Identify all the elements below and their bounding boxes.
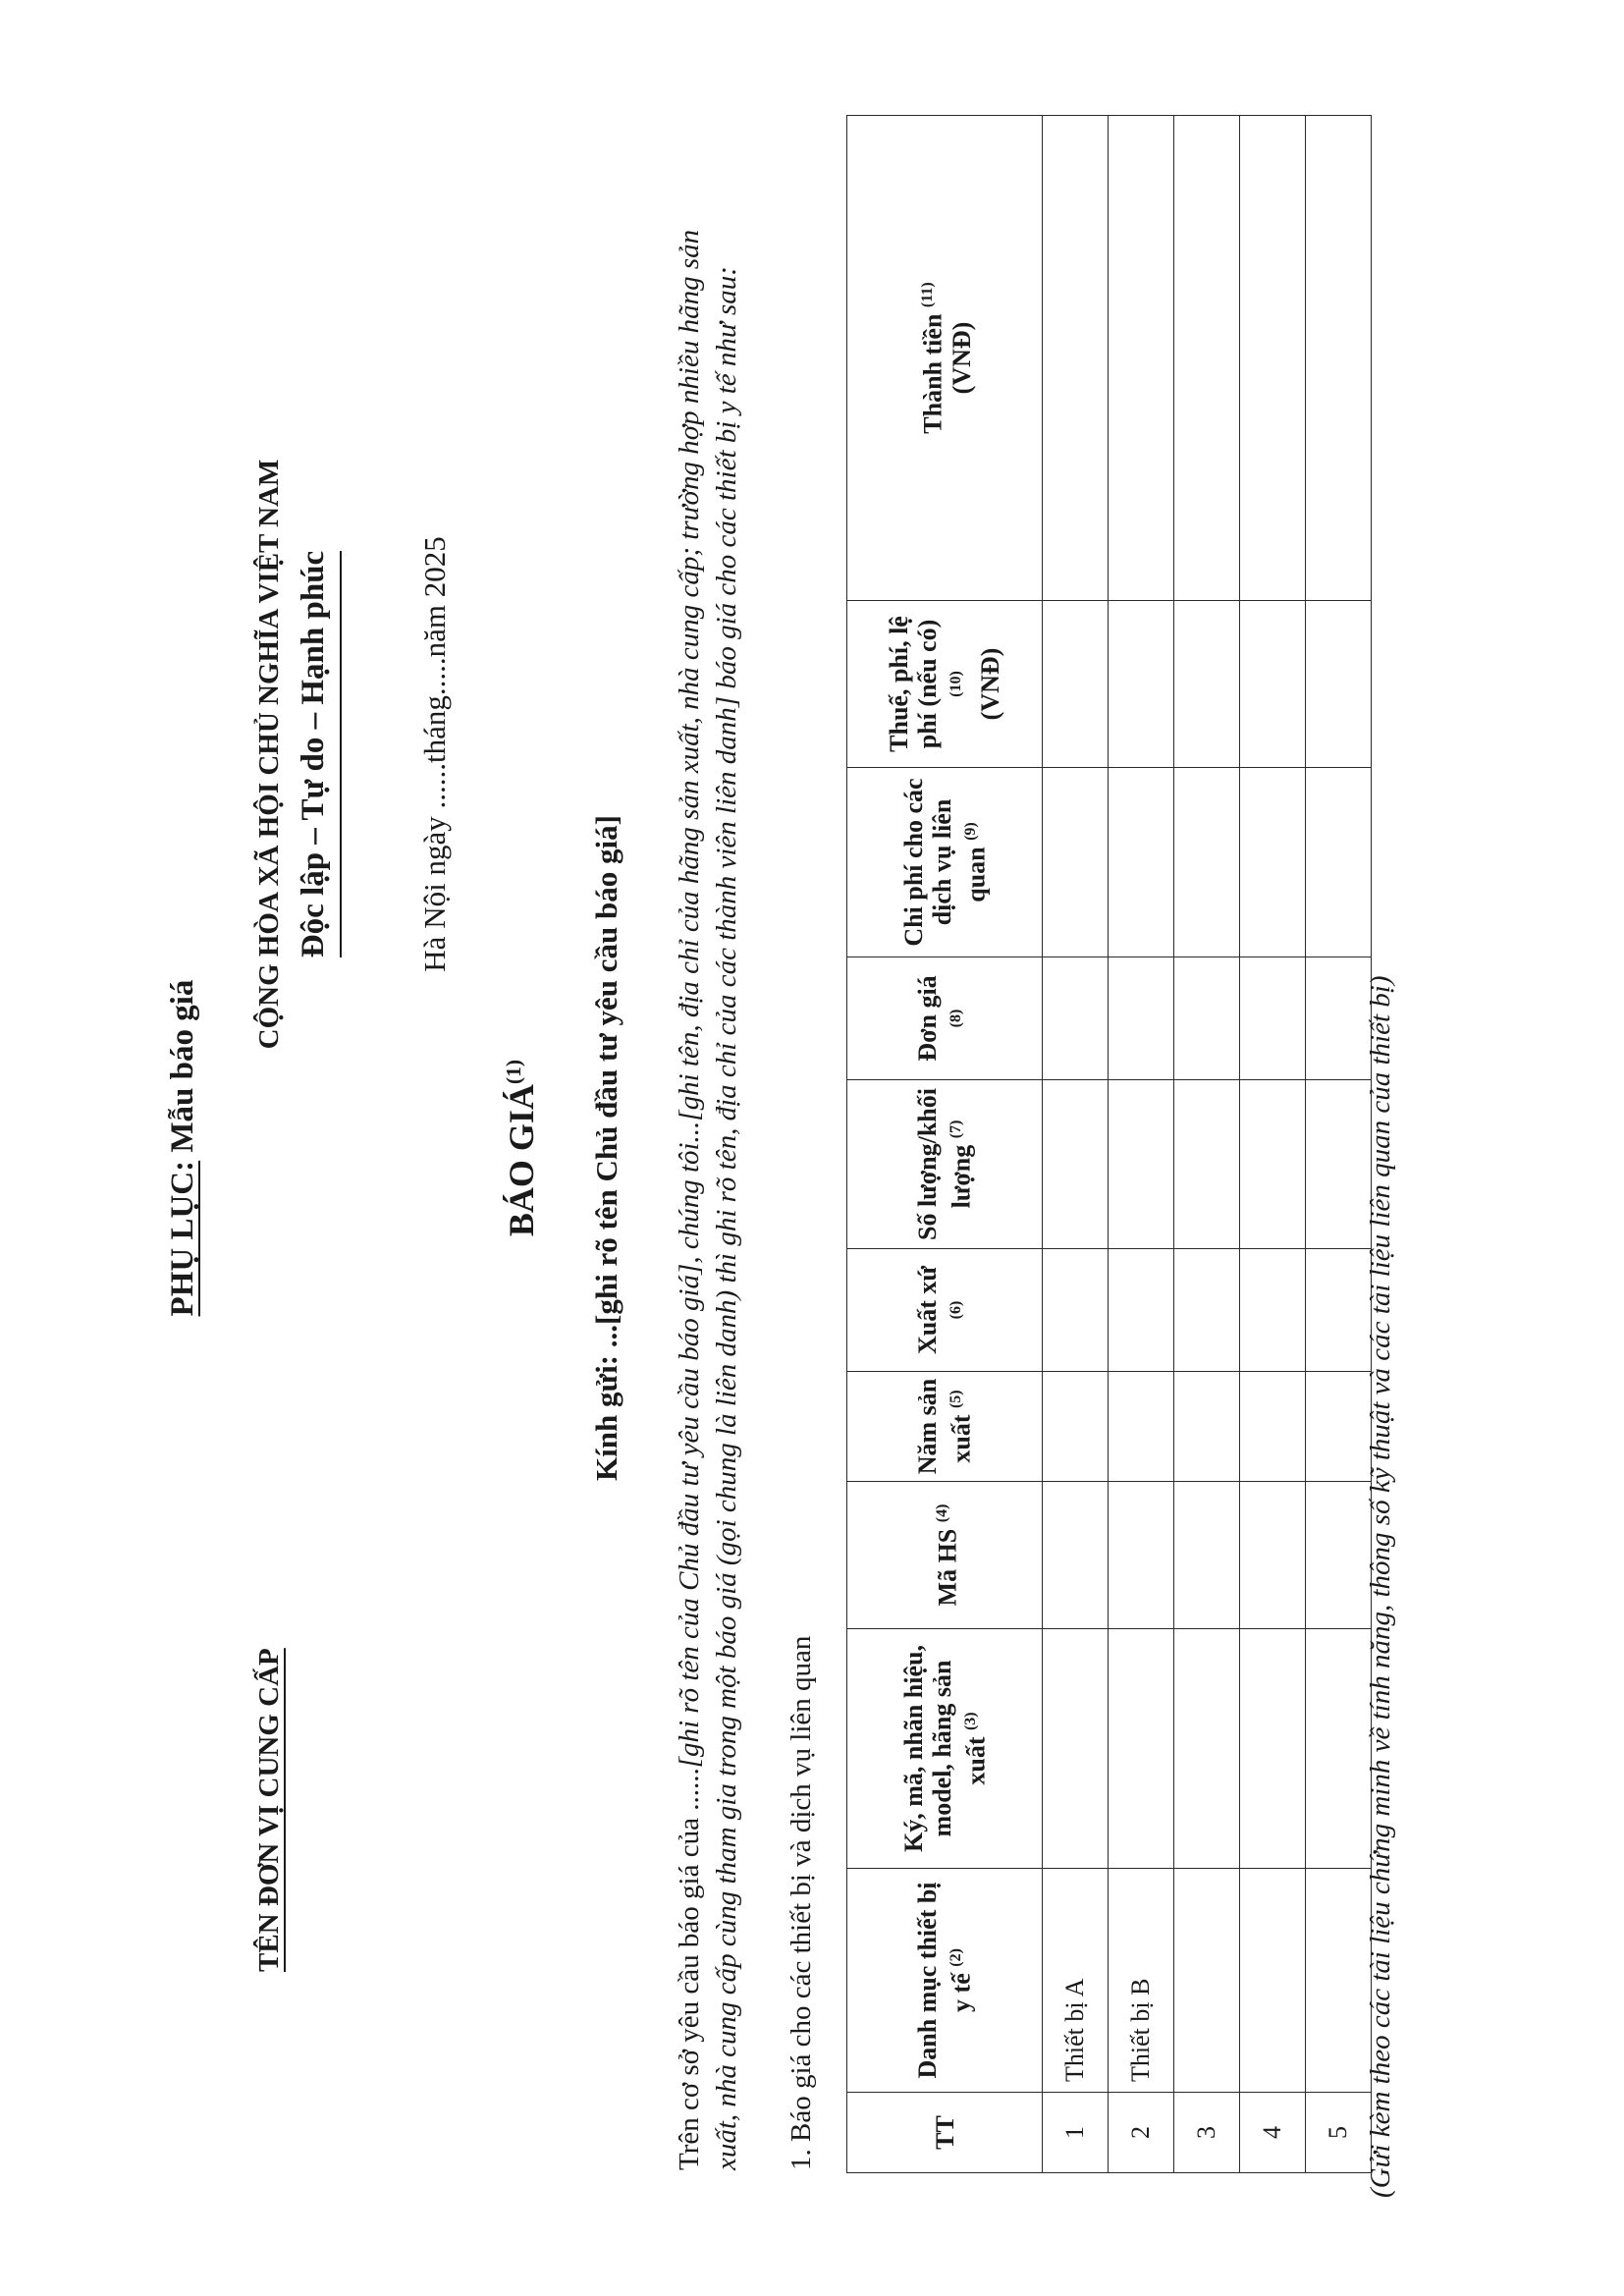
table-header-row: [847, 116, 1043, 2173]
column-header-note: (5): [947, 1390, 965, 1409]
table-cell: [1240, 601, 1306, 768]
column-header-note: (10): [947, 671, 965, 697]
table-cell: [1240, 1249, 1306, 1372]
quotation-table: [846, 115, 1372, 2173]
table-cell: [1240, 768, 1306, 957]
supplier-name: TÊN ĐƠN VỊ CUNG CẤP: [253, 1648, 285, 1972]
table-cell: [1240, 1080, 1306, 1249]
table-cell: [1306, 1249, 1372, 1372]
column-header-label: Số lượng/khối lượng: [913, 1088, 976, 1241]
footnote: (Gửi kèm theo các tài liệu chứng minh về tính năng, thông số kỹ thuật và các tài liệu liên quan của thiết bị): [1365, 975, 1396, 2198]
quote-title-text: BÁO GIÁ: [502, 1084, 541, 1237]
column-header: [847, 2093, 1043, 2173]
column-header: [847, 1482, 1043, 1629]
column-header-label: Thuế, phí, lệ phí (nếu có): [885, 616, 943, 752]
column-header-note: (7): [947, 1120, 965, 1139]
column-header-note: (6): [947, 1300, 965, 1320]
intro-part2: [ghi rõ tên của Chủ đầu tư yêu cầu báo giá], chúng tôi...[ghi tên, địa chỉ của hãng sản xuất, nhà cung cấp; trường hợp nhiều hãng sản xuất, nhà cung cấp cùng tham gia trong một báo giá (gọi chung là liên danh) thì ghi rõ tên, địa chỉ của các thành viên liên danh] báo giá cho các thiết bị y tế như sau:: [674, 229, 742, 2170]
national-motto: Độc lập – Tự do – Hạnh phúc: [296, 551, 342, 957]
column-header: [847, 601, 1043, 768]
quote-title: [501, 0, 542, 2296]
table-cell: Thiết bị A: [1043, 1869, 1109, 2093]
column-header-label: Xuất xứ: [913, 1266, 943, 1354]
table-cell: [1109, 1372, 1174, 1482]
table-cell: [1109, 1629, 1174, 1869]
table-cell: [1240, 1482, 1306, 1629]
column-header-suffix: (VNĐ): [975, 647, 1004, 721]
column-header-label: Mã HS: [933, 1528, 962, 1607]
table-cell: [1109, 1482, 1174, 1629]
table-cell: [1306, 768, 1372, 957]
column-header-note: (4): [933, 1503, 950, 1523]
table-row: [1174, 116, 1240, 2173]
column-header-label: Thành tiền: [918, 313, 947, 434]
table-cell: [1174, 1482, 1240, 1629]
table-cell: [1043, 1249, 1109, 1372]
table-cell: [1043, 768, 1109, 957]
date-line: Hà Nội ngày ......tháng.....năm 2025: [417, 536, 452, 972]
table-cell: [1174, 116, 1240, 601]
table-cell: [1306, 1372, 1372, 1482]
table-cell: [1174, 1080, 1240, 1249]
table-cell: [1043, 1482, 1109, 1629]
table-cell: Thiết bị B: [1109, 1869, 1174, 2093]
intro-part1: Trên cơ sở yêu cầu báo giá của ......: [674, 1768, 705, 2170]
table-cell: [1174, 768, 1240, 957]
table-cell: [1109, 116, 1174, 601]
table-cell: [1306, 1869, 1372, 2093]
table-row: [1109, 116, 1174, 2173]
column-header-label: Danh mục thiết bị y tế: [913, 1882, 976, 2079]
table-cell: [1109, 1080, 1174, 1249]
appendix-prefix: PHỤ LỤC:: [165, 1160, 200, 1317]
table-cell: 2: [1109, 2093, 1174, 2173]
table-cell: [1240, 116, 1306, 601]
table-cell: [1306, 1482, 1372, 1629]
appendix-title-text: Mẫu báo giá: [165, 979, 200, 1153]
table-cell: [1306, 1080, 1372, 1249]
table-cell: [1043, 1629, 1109, 1869]
table-cell: [1174, 1372, 1240, 1482]
table-cell: [1240, 957, 1306, 1080]
table-body: [1043, 116, 1372, 2173]
table-cell: 3: [1174, 2093, 1240, 2173]
table-cell: [1306, 116, 1372, 601]
column-header-note: (8): [947, 1009, 965, 1028]
column-header-note: (11): [919, 282, 937, 308]
quote-title-note: (1): [502, 1059, 525, 1085]
column-header: [847, 768, 1043, 957]
table-cell: [1109, 768, 1174, 957]
table-cell: [1174, 1249, 1240, 1372]
table-cell: [1240, 1629, 1306, 1869]
table-cell: [1043, 1372, 1109, 1482]
table-cell: [1174, 957, 1240, 1080]
table-cell: 1: [1043, 2093, 1109, 2173]
table-cell: [1174, 1629, 1240, 1869]
column-header-note: (9): [961, 822, 979, 841]
column-header-label: Đơn giá: [913, 975, 943, 1062]
column-header-label: Chi phí cho các dịch vụ liên quan: [898, 778, 991, 947]
table-cell: [1109, 601, 1174, 768]
table-cell: [1109, 1249, 1174, 1372]
table-row: [1240, 116, 1306, 2173]
column-header-suffix: (VNĐ): [947, 321, 976, 395]
national-title: CỘNG HÒA XÃ HỘI CHỦ NGHĨA VIỆT NAM: [253, 459, 285, 1050]
column-header: [847, 1080, 1043, 1249]
column-header-label: Năm sản xuất: [913, 1378, 976, 1475]
column-header: [847, 116, 1043, 601]
table-cell: [1240, 1372, 1306, 1482]
table-cell: 4: [1240, 2093, 1306, 2173]
national-header: [253, 273, 342, 1235]
column-header: [847, 1249, 1043, 1372]
column-header: [847, 1372, 1043, 1482]
table-cell: [1043, 957, 1109, 1080]
table-cell: [1174, 601, 1240, 768]
column-header: [847, 1629, 1043, 1869]
table-cell: [1240, 1869, 1306, 2093]
recipient-line: Kính gửi: ...[ghi rõ tên Chủ đầu tư yêu cầu báo giá]: [589, 815, 623, 1481]
column-header-label: TT: [930, 2115, 959, 2150]
section-heading: 1. Báo giá cho các thiết bị và dịch vụ liên quan: [785, 1635, 817, 2170]
column-header-label: Ký, mã, nhãn hiệu, model, hãng sản xuất: [898, 1645, 991, 1852]
column-header-note: (2): [947, 1948, 965, 1967]
table-row: [1306, 116, 1372, 2173]
column-header-note: (3): [961, 1712, 979, 1731]
table-cell: [1043, 601, 1109, 768]
column-header: [847, 957, 1043, 1080]
table-cell: [1306, 601, 1372, 768]
table-row: [1043, 116, 1109, 2173]
table-cell: [1174, 1869, 1240, 2093]
table-cell: [1306, 957, 1372, 1080]
intro-paragraph: [671, 187, 745, 2170]
table-cell: [1306, 1629, 1372, 1869]
table-cell: [1043, 116, 1109, 601]
appendix-title: [165, 0, 201, 2296]
table-cell: [1109, 957, 1174, 1080]
column-header: [847, 1869, 1043, 2093]
table-cell: [1043, 1080, 1109, 1249]
table-cell: 5: [1306, 2093, 1372, 2173]
